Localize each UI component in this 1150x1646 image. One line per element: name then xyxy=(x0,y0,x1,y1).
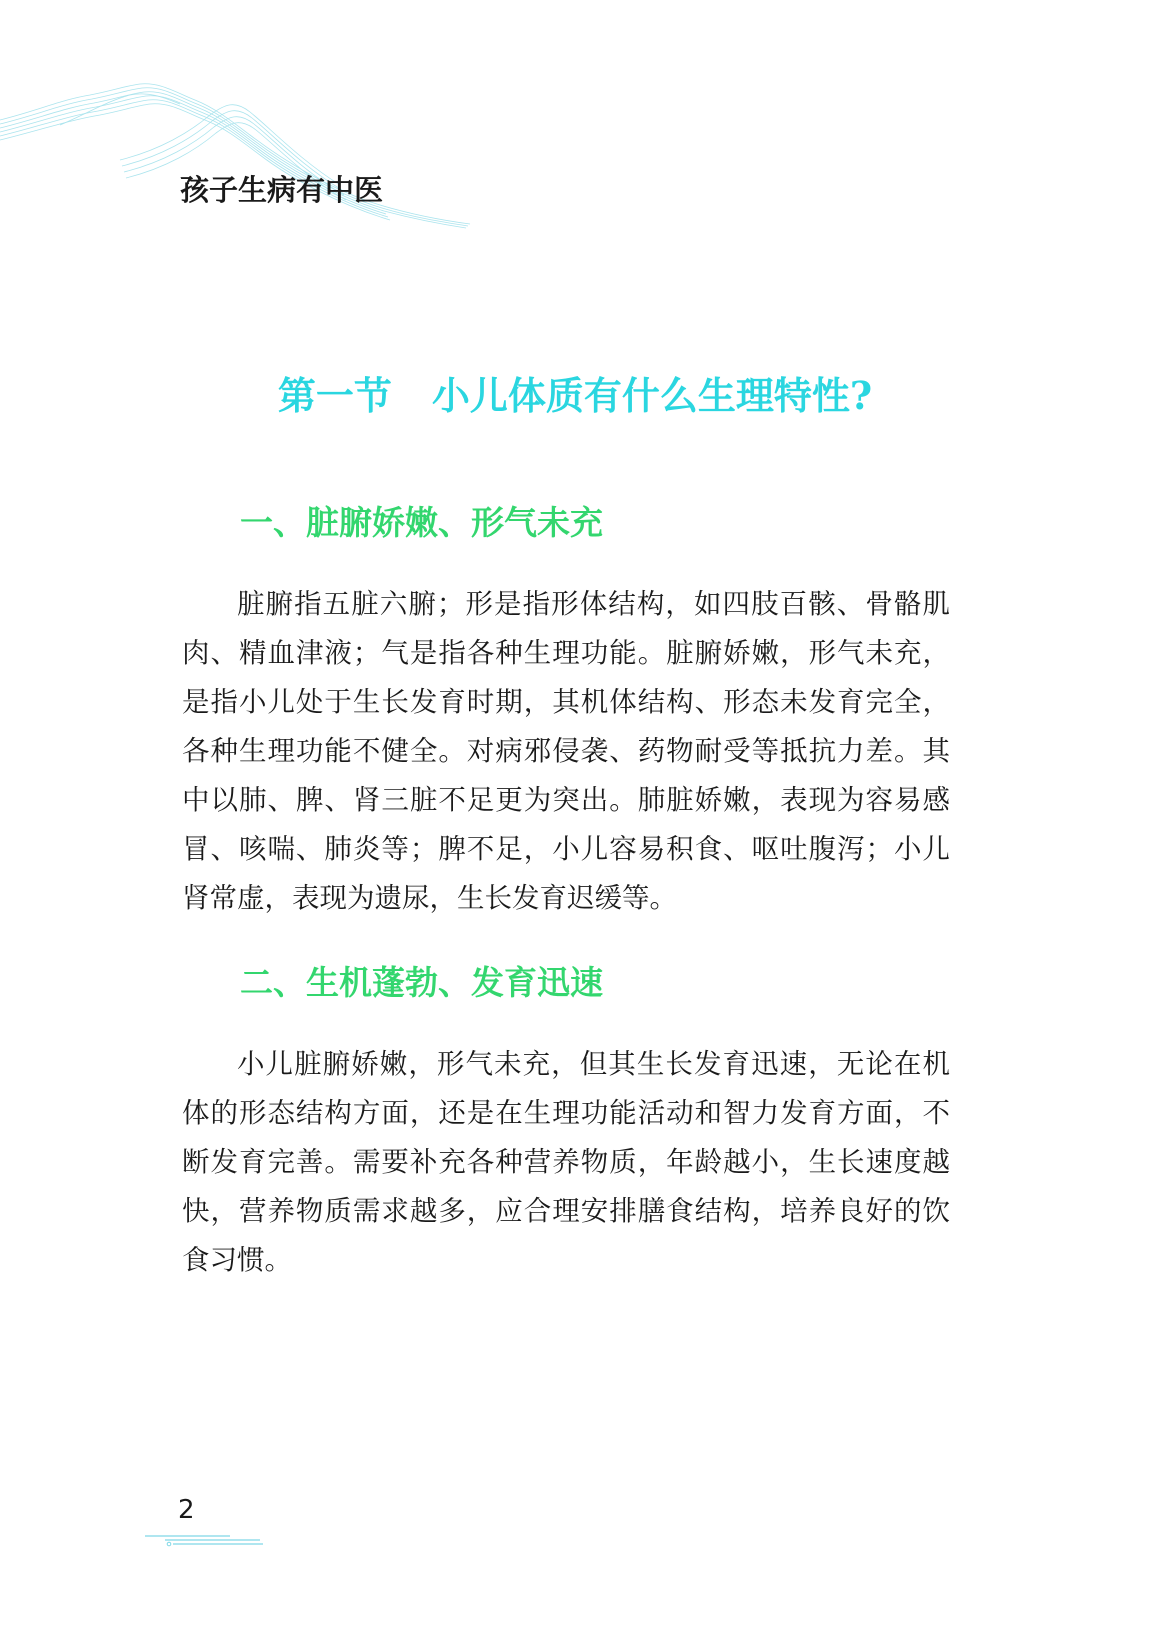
section-title-text: 小儿体质有什么生理特性? xyxy=(431,373,873,418)
footer-line-decoration xyxy=(145,1530,285,1550)
book-title: 孩子生病有中医 xyxy=(180,173,384,207)
paragraph-2: 小儿脏腑娇嫩，形气未充，但其生长发育迅速，无论在机体的形态结构方面，还是在生理功能活动和智力发育方面，不断发育完善。需要补充各种营养物质，年龄越小，生长速度越快，营养物质需求越多，应合理安排膳食结构，培养良好的饮食习惯。 xyxy=(182,1048,950,1276)
section-title xyxy=(0,365,1150,420)
paragraph-1: 脏腑指五脏六腑；形是指形体结构，如四肢百骸、骨骼肌肉、精血津液；气是指各种生理功能。脏腑娇嫩，形气未充，是指小儿处于生长发育时期，其机体结构、形态未发育完全，各种生理功能不健全。对病邪侵袭、药物耐受等抵抗力差。其中以肺、脾、肾三脏不足更为突出。肺脏娇嫩，表现为容易感冒、咳喘、肺炎等；脾不足，小儿容易积食、呕吐腹泻；小儿肾常虚，表现为遗尿，生长发育迟缓等。 xyxy=(182,588,950,914)
subheading-2: 二、生机蓬勃、发育迅速 xyxy=(240,963,603,1002)
section-number: 第一节 xyxy=(277,373,392,418)
subheading-1: 一、脏腑娇嫩、形气未充 xyxy=(240,503,603,542)
page-number: 2 xyxy=(178,1495,195,1525)
